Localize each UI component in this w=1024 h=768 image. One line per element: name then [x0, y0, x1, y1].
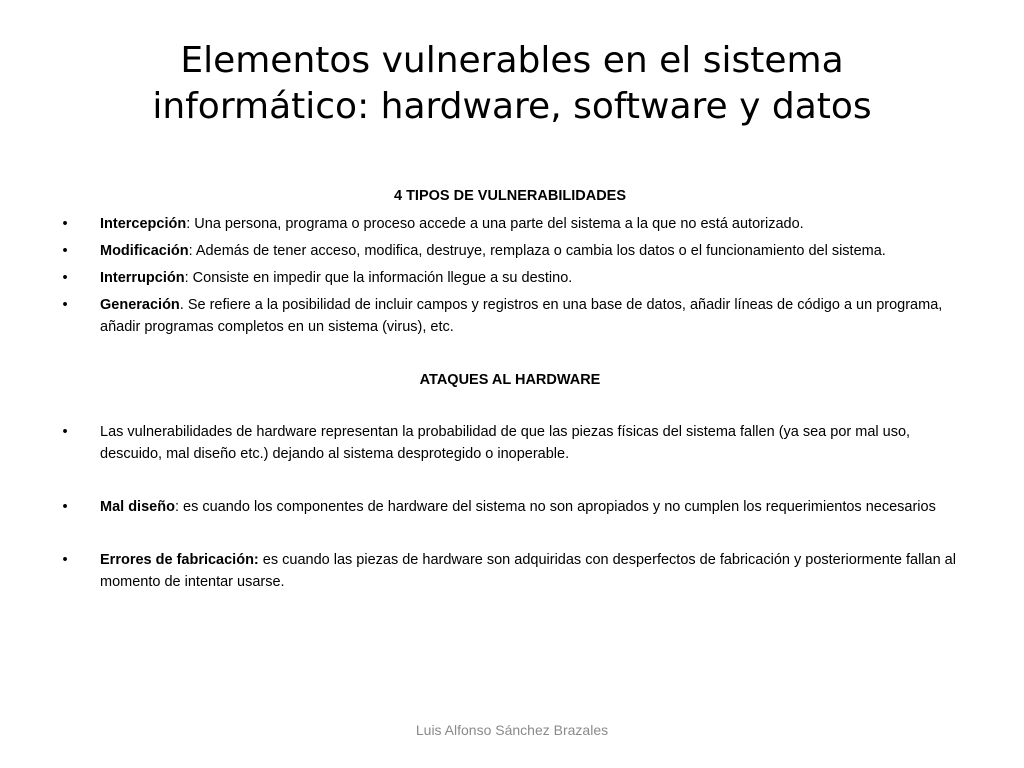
term-description: es cuando los componentes de hardware del sistema no son apropiados y no cumplen los requerimientos necesarios — [183, 499, 936, 515]
bullet-marker: • — [62, 552, 68, 568]
list-item-errores-fabricacion — [60, 549, 960, 593]
spacer — [60, 523, 960, 549]
footer-author: Luis Alfonso Sánchez Brazales — [415, 722, 609, 738]
slide-title-line-2: informático: hardware, software y datos — [152, 86, 872, 127]
spacer — [60, 343, 960, 369]
bullet-marker: • — [62, 297, 68, 313]
slide-title — [60, 38, 964, 130]
term-description: es cuando las piezas de hardware son adquiridas con desperfectos de fabricación y posteriormente fallan al momento de intentar usarse. — [100, 552, 956, 590]
list-item-modificacion — [60, 240, 960, 262]
spacer — [60, 391, 960, 421]
term-label: Modificación — [100, 243, 189, 259]
list-item-intercepcion — [60, 213, 960, 235]
term-separator: : — [184, 270, 193, 286]
list-item-interrupcion — [60, 267, 960, 289]
list-item-generacion — [60, 294, 960, 338]
bullet-marker: • — [62, 243, 68, 259]
list-item-hardware-intro — [60, 421, 960, 465]
term-label: Mal diseño — [100, 499, 175, 515]
term-label: Interrupción — [100, 270, 185, 286]
bullet-marker: • — [62, 424, 68, 440]
term-label: Errores de fabricación: — [100, 552, 259, 568]
paragraph-text: Las vulnerabilidades de hardware representan la probabilidad de que las piezas físicas del sistema fallen (ya sea por mal uso, descuido, mal diseño etc.) dejando al sistema desprotegido o inoperable. — [100, 424, 911, 462]
term-description: Además de tener acceso, modifica, destruye, remplaza o cambia los datos o el funcionamiento del sistema. — [195, 243, 886, 259]
bullet-marker: • — [62, 216, 68, 232]
term-separator: : — [188, 243, 196, 259]
term-separator: : — [186, 216, 195, 232]
term-description: Una persona, programa o proceso accede a una parte del sistema a la que no está autorizado. — [194, 216, 804, 232]
section-heading-vulnerability-types: 4 TIPOS DE VULNERABILIDADES — [393, 188, 627, 204]
slide-content — [60, 185, 960, 598]
bullet-marker: • — [62, 270, 68, 286]
term-separator: . — [179, 297, 188, 313]
list-item-mal-diseno — [60, 496, 960, 518]
bullet-marker: • — [62, 499, 68, 515]
term-label: Intercepción — [100, 216, 187, 232]
term-description: Se refiere a la posibilidad de incluir campos y registros en una base de datos, añadir líneas de código a un programa, añadir programas completos en un sistema (virus), etc. — [100, 297, 943, 335]
term-separator: : — [174, 499, 183, 515]
section-heading-hardware-attacks: ATAQUES AL HARDWARE — [419, 372, 601, 388]
term-description: Consiste en impedir que la información llegue a su destino. — [192, 270, 573, 286]
term-label: Generación — [100, 297, 180, 313]
spacer — [60, 470, 960, 496]
slide-title-line-1: Elementos vulnerables en el sistema — [180, 40, 844, 81]
